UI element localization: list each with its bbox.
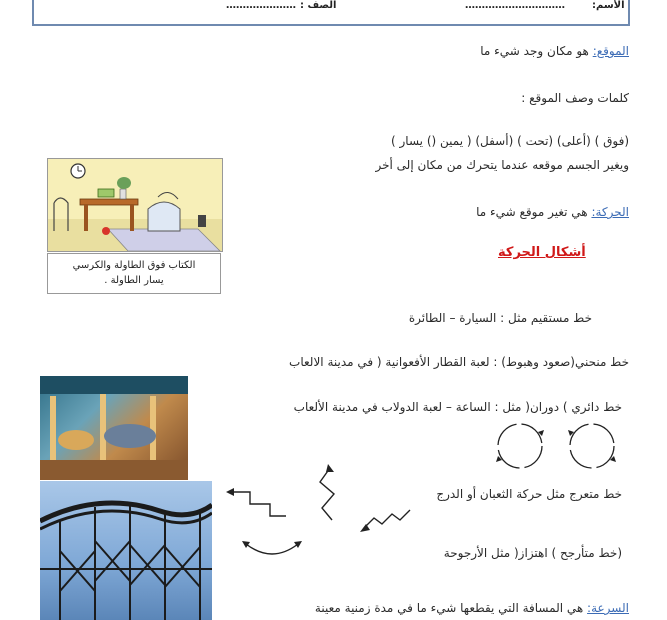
carousel-photo [40, 376, 188, 480]
location-words-line: كلمات وصف الموقع : [521, 91, 629, 105]
class-blank: ………………… [226, 0, 296, 11]
caption-line-2: يسار الطاولة . [104, 275, 164, 286]
motion-term: الحركة: [591, 205, 629, 219]
directions-line: (فوق ) (أعلى) (تحت ) (أسفل) ( يمين () يسار ) [391, 134, 629, 148]
zigzag-arrows-icon [220, 462, 435, 534]
class-label: الصف : [300, 0, 337, 11]
location-change-line: ويغير الجسم موقعه عندما يتحرك من مكان إلى أخر [375, 158, 629, 172]
location-def-text: هو مكان وجد شيء ما [480, 44, 589, 58]
swing-arrow-icon [240, 538, 304, 560]
curved-motion-line: خط منحني(صعود وهبوط) : لعبة القطار الأفعوانية ( في مدينة الالعاب [289, 355, 629, 369]
circular-motion-line: خط دائري ) دوران( مثل : الساعة – لعبة الدولاب في مدينة الألعاب [293, 400, 622, 414]
speed-term: السرعة: [587, 601, 629, 615]
motion-forms-title: أشكال الحركة [498, 245, 586, 260]
straight-motion-line: خط مستقيم مثل : السيارة – الطائرة [408, 311, 592, 325]
zigzag-motion-line: خط متعرج مثل حركة الثعبان أو الدرج [436, 487, 622, 501]
name-label: الأسم: [592, 0, 625, 11]
room-illustration [47, 158, 223, 252]
illustration-caption [47, 253, 221, 294]
name-blank: ………………………… [465, 0, 565, 11]
swing-motion-line: (خط متأرجح ) اهتزاز( مثل الأرجوحة [443, 546, 622, 560]
caption-line-1: الكتاب فوق الطاولة والكرسي [72, 260, 196, 271]
roller-coaster-photo [40, 481, 212, 620]
room-drawing [48, 159, 222, 251]
motion-definition [476, 205, 629, 219]
speed-def-text: هي المسافة التي يقطعها شيء ما في مدة زمنية معينة [314, 601, 584, 615]
circular-arrows-icon [488, 418, 628, 474]
location-definition [480, 44, 629, 58]
motion-def-text: هي تغير موقع شيء ما [476, 205, 588, 219]
location-term: الموقع: [592, 44, 629, 58]
speed-definition [315, 601, 629, 615]
